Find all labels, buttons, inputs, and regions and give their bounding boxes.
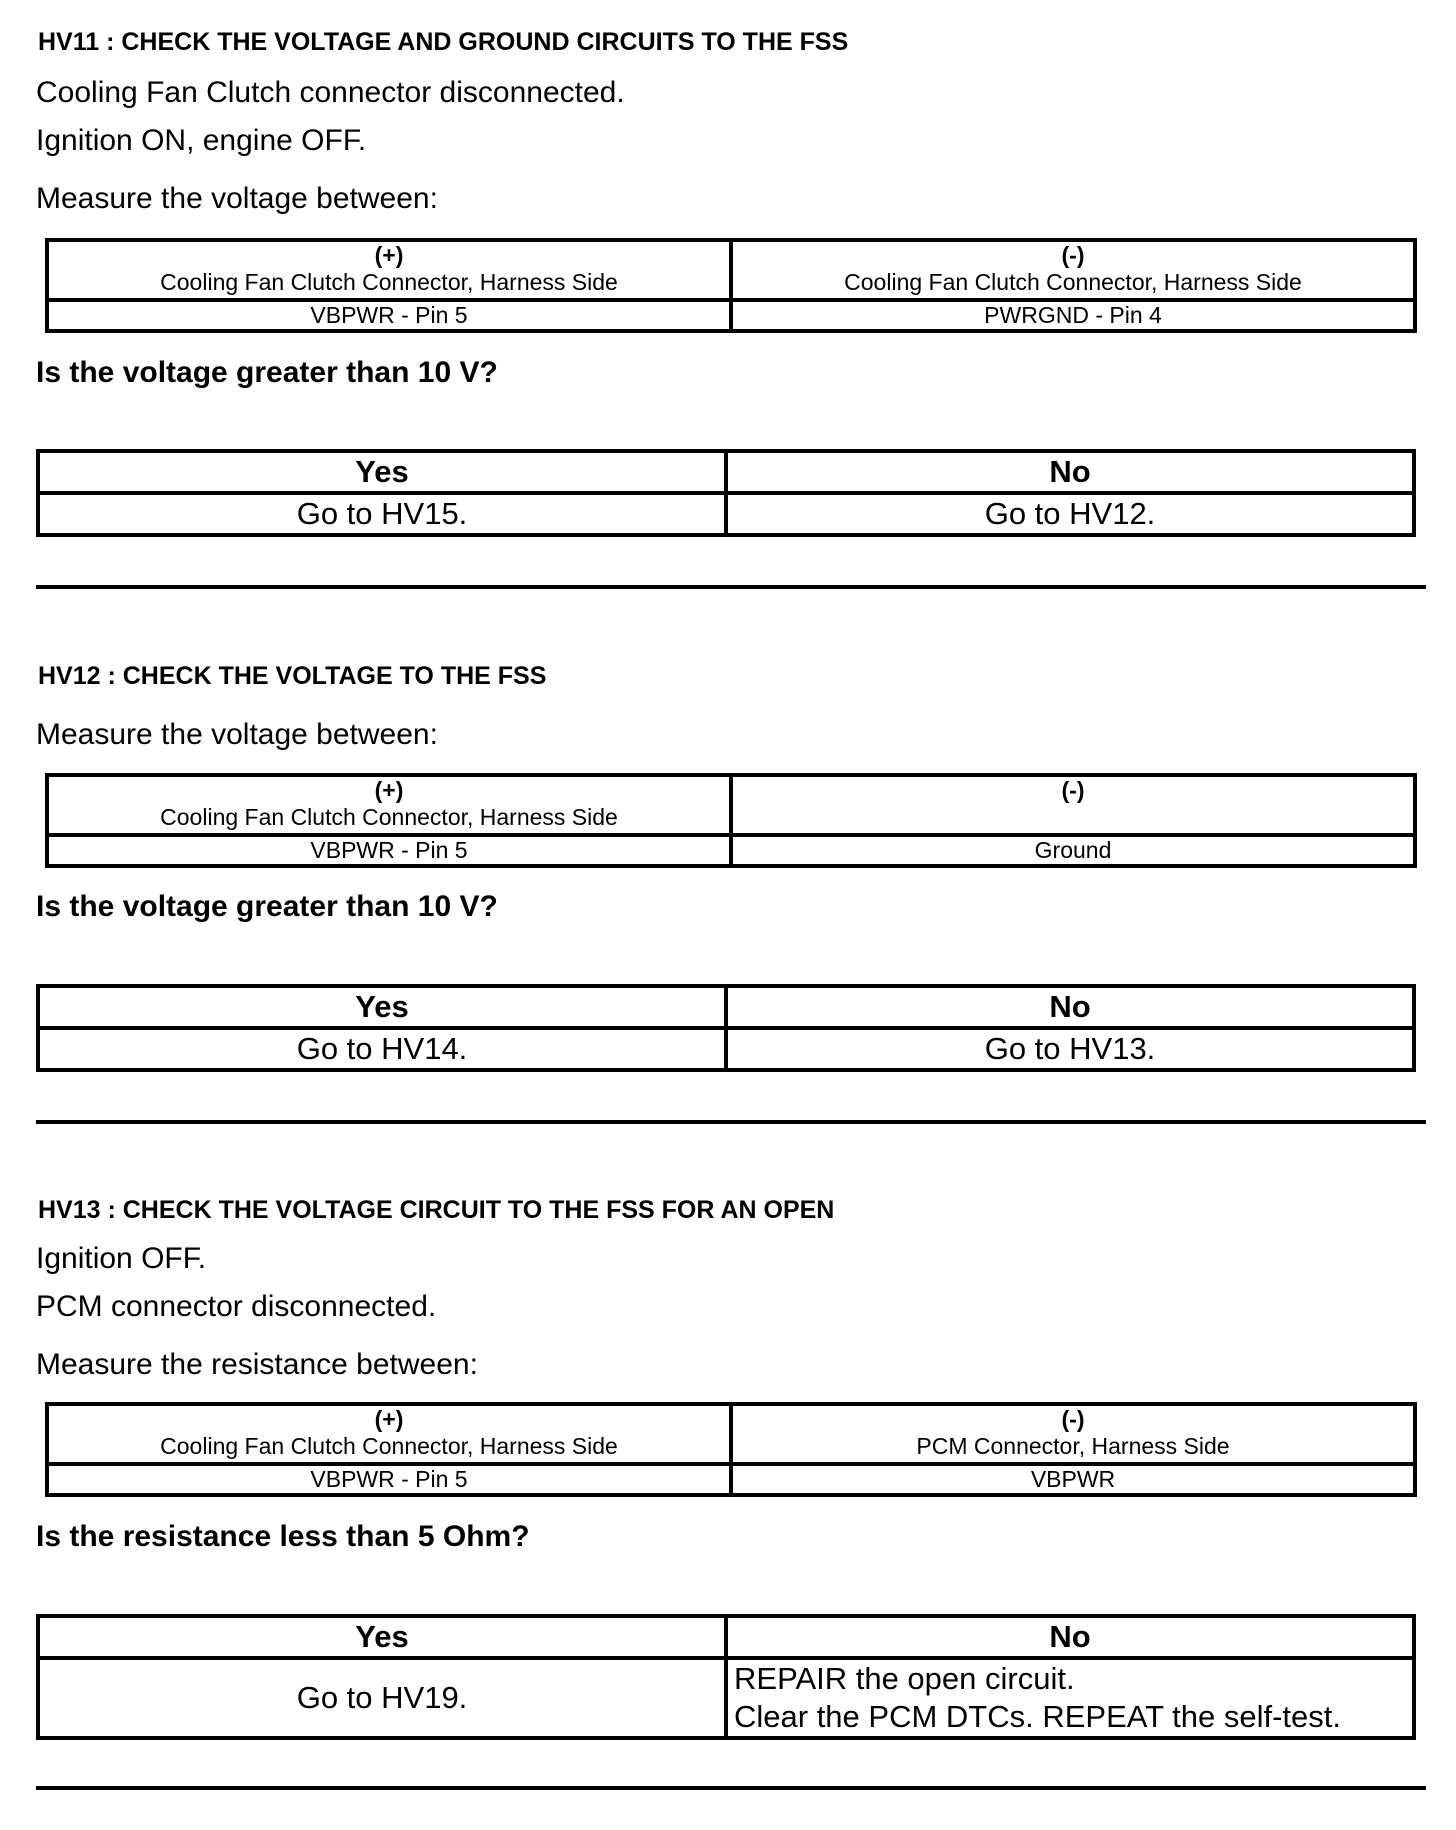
minus-pin-value: Ground [731, 835, 1415, 866]
no-action [726, 1658, 1414, 1738]
minus-pin-value: VBPWR [731, 1464, 1415, 1495]
section-divider [36, 1786, 1426, 1790]
step-condition: PCM connector disconnected. [36, 1290, 437, 1323]
plus-sign: (+) [374, 777, 404, 803]
step-condition: Cooling Fan Clutch connector disconnected. [36, 76, 625, 109]
measurement-table [45, 238, 1417, 333]
minus-sign: (-) [1061, 242, 1085, 268]
no-header: No [726, 986, 1414, 1028]
plus-probe-header [47, 775, 731, 835]
step-question: Is the resistance less than 5 Ohm? [36, 1520, 530, 1553]
yes-action: Go to HV14. [38, 1028, 726, 1070]
plus-pin-value: VBPWR - Pin 5 [47, 835, 731, 866]
measure-instruction: Measure the voltage between: [36, 182, 438, 215]
measurement-table [45, 1402, 1417, 1497]
plus-connector-label: Cooling Fan Clutch Connector, Harness Side [160, 1433, 618, 1459]
plus-connector-label: Cooling Fan Clutch Connector, Harness Side [160, 269, 618, 295]
yes-action: Go to HV15. [38, 493, 726, 535]
no-action-line: REPAIR the open circuit. [734, 1661, 1075, 1696]
result-table [36, 449, 1416, 537]
no-action: Go to HV12. [726, 493, 1414, 535]
minus-probe-header [731, 240, 1415, 300]
yes-header: Yes [38, 1616, 726, 1658]
plus-probe-header [47, 240, 731, 300]
minus-sign: (-) [1061, 777, 1085, 803]
minus-connector-label: PCM Connector, Harness Side [916, 1433, 1230, 1459]
step-heading: HV12 : CHECK THE VOLTAGE TO THE FSS [38, 662, 547, 690]
minus-connector-label: Cooling Fan Clutch Connector, Harness Side [844, 269, 1302, 295]
plus-sign: (+) [374, 242, 404, 268]
step-question: Is the voltage greater than 10 V? [36, 890, 498, 923]
section-divider [36, 585, 1426, 589]
plus-sign: (+) [374, 1406, 404, 1432]
result-table [36, 984, 1416, 1072]
yes-header: Yes [38, 451, 726, 493]
step-question: Is the voltage greater than 10 V? [36, 356, 498, 389]
plus-probe-header [47, 1404, 731, 1464]
section-divider [36, 1120, 1426, 1124]
plus-pin-value: VBPWR - Pin 5 [47, 1464, 731, 1495]
result-table [36, 1614, 1416, 1740]
minus-probe-header [731, 775, 1415, 835]
minus-probe-header [731, 1404, 1415, 1464]
measure-instruction: Measure the voltage between: [36, 718, 438, 751]
no-action-line: Clear the PCM DTCs. REPEAT the self-test. [734, 1699, 1341, 1734]
step-heading: HV13 : CHECK THE VOLTAGE CIRCUIT TO THE FSS FOR AN OPEN [38, 1196, 835, 1224]
step-heading: HV11 : CHECK THE VOLTAGE AND GROUND CIRCUITS TO THE FSS [38, 28, 849, 56]
yes-header: Yes [38, 986, 726, 1028]
minus-sign: (-) [1061, 1406, 1085, 1432]
minus-pin-value: PWRGND - Pin 4 [731, 300, 1415, 331]
plus-pin-value: VBPWR - Pin 5 [47, 300, 731, 331]
step-condition: Ignition ON, engine OFF. [36, 124, 367, 157]
step-condition: Ignition OFF. [36, 1242, 207, 1275]
no-action: Go to HV13. [726, 1028, 1414, 1070]
measurement-table [45, 773, 1417, 868]
yes-action: Go to HV19. [38, 1658, 726, 1738]
plus-connector-label: Cooling Fan Clutch Connector, Harness Side [160, 804, 618, 830]
no-header: No [726, 1616, 1414, 1658]
measure-instruction: Measure the resistance between: [36, 1348, 478, 1381]
no-header: No [726, 451, 1414, 493]
